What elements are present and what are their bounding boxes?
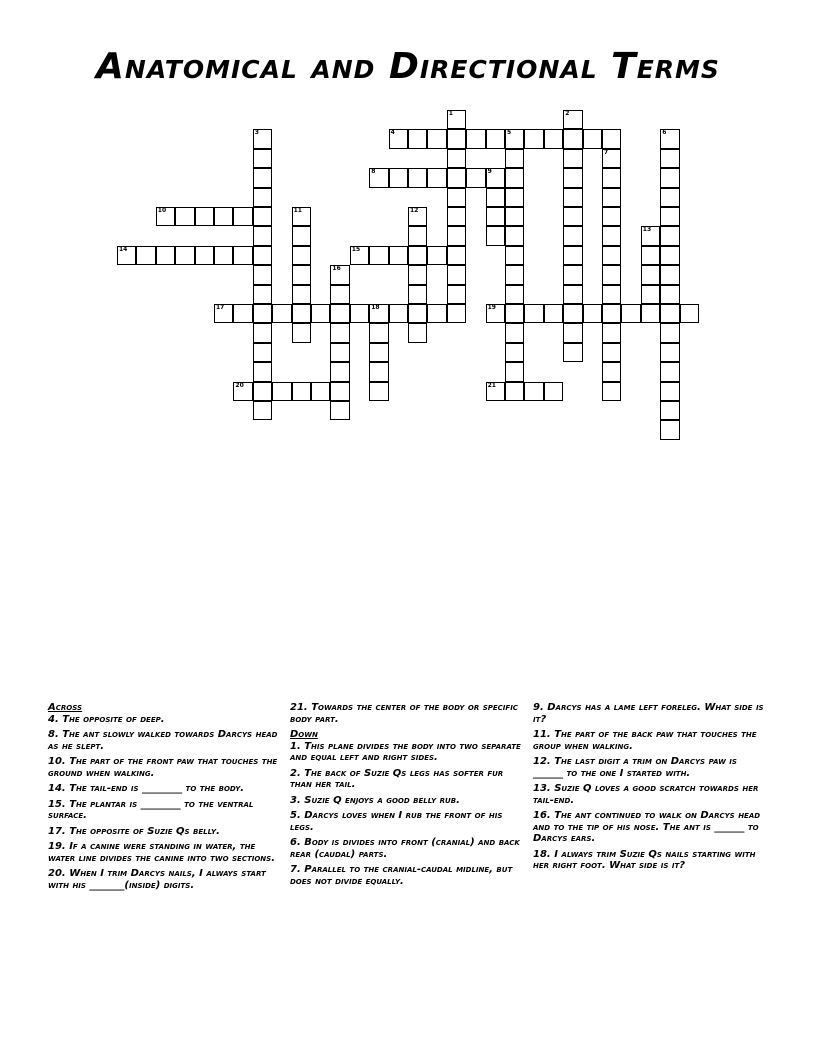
- crossword-cell[interactable]: [330, 343, 349, 362]
- crossword-cell[interactable]: [175, 246, 194, 265]
- crossword-cell[interactable]: [214, 207, 233, 226]
- crossword-cell[interactable]: [195, 207, 214, 226]
- crossword-cell[interactable]: [486, 129, 505, 148]
- crossword-cell[interactable]: [505, 265, 524, 284]
- crossword-cell[interactable]: [563, 149, 582, 168]
- crossword-cell[interactable]: [330, 362, 349, 381]
- crossword-cell[interactable]: [233, 207, 252, 226]
- crossword-cell[interactable]: [292, 207, 311, 226]
- crossword-cell[interactable]: [544, 304, 563, 323]
- crossword-grid: [0, 0, 816, 440]
- crossword-cell[interactable]: [408, 207, 427, 226]
- crossword-cell[interactable]: [447, 110, 466, 129]
- crossword-cell[interactable]: [408, 246, 427, 265]
- crossword-cell[interactable]: [583, 129, 602, 148]
- crossword-cell[interactable]: [253, 226, 272, 245]
- crossword-cell[interactable]: [389, 129, 408, 148]
- crossword-cell[interactable]: [660, 168, 679, 187]
- crossword-cell[interactable]: [369, 168, 388, 187]
- clue-number: 2: [565, 110, 570, 117]
- clue-text: 10. The part of the front paw that touches the ground when walking.: [48, 756, 278, 779]
- clue-text: 1. This plane divides the body into two separate and equal left and right sides.: [290, 740, 521, 763]
- clue-number: 20: [235, 381, 244, 389]
- crossword-cell[interactable]: [524, 129, 543, 148]
- page-title: Anatomical and Directional Terms: [96, 46, 720, 87]
- crossword-cell[interactable]: [486, 188, 505, 207]
- crossword-cell[interactable]: [563, 207, 582, 226]
- clue-text: 4. The opposite of deep.: [48, 713, 165, 725]
- clue-text: 3. Suzie Q enjoys a good belly rub.: [290, 794, 460, 806]
- clue-number: 7: [604, 148, 609, 156]
- crossword-cell[interactable]: [641, 304, 660, 323]
- clue-text: 6. Body is divides into front (cranial) and back rear (caudal) parts.: [290, 837, 520, 860]
- crossword-cell[interactable]: [447, 246, 466, 265]
- clue-text: 7. Parallel to the cranial-caudal midline, but does not divide equally.: [290, 864, 513, 887]
- crossword-cell[interactable]: [660, 401, 679, 420]
- clue-text: 9. Darcys has a lame left foreleg. What side is it?: [533, 702, 764, 725]
- crossword-cell[interactable]: [292, 304, 311, 323]
- crossword-cell[interactable]: [233, 382, 252, 401]
- crossword-cell[interactable]: [369, 246, 388, 265]
- crossword-cell[interactable]: [292, 382, 311, 401]
- crossword-cell[interactable]: [524, 382, 543, 401]
- crossword-cell[interactable]: [505, 207, 524, 226]
- crossword-cell[interactable]: [505, 382, 524, 401]
- crossword-cell[interactable]: [427, 129, 446, 148]
- crossword-cell[interactable]: [505, 362, 524, 381]
- crossword-cell[interactable]: [369, 382, 388, 401]
- crossword-cell[interactable]: [602, 168, 621, 187]
- crossword-cell[interactable]: [563, 188, 582, 207]
- crossword-cell[interactable]: [427, 246, 446, 265]
- crossword-cell[interactable]: [486, 382, 505, 401]
- clue-number: 15: [351, 245, 361, 253]
- crossword-cell[interactable]: [563, 226, 582, 245]
- crossword-cell[interactable]: [311, 304, 330, 323]
- crossword-cell[interactable]: [660, 265, 679, 284]
- clue-number: 12: [410, 207, 419, 214]
- crossword-cell[interactable]: [641, 226, 660, 245]
- crossword-cell[interactable]: [583, 304, 602, 323]
- crossword-cell[interactable]: [602, 129, 621, 148]
- clue-number: 21: [487, 381, 496, 389]
- clue-text: 2. The back of Suzie Qs legs has softer fur than her tail.: [290, 767, 504, 790]
- clue-heading: Down: [290, 729, 318, 740]
- crossword-cell[interactable]: [486, 207, 505, 226]
- crossword-cell[interactable]: [602, 265, 621, 284]
- crossword-cell[interactable]: [486, 168, 505, 187]
- crossword-cell[interactable]: [641, 265, 660, 284]
- crossword-cell[interactable]: [408, 265, 427, 284]
- crossword-cell[interactable]: [505, 304, 524, 323]
- crossword-cell[interactable]: [253, 129, 272, 148]
- clue-text: 17. The opposite of Suzie Qs belly.: [48, 825, 220, 837]
- crossword-cell[interactable]: [253, 168, 272, 187]
- crossword-cell[interactable]: [641, 246, 660, 265]
- crossword-cell[interactable]: [563, 265, 582, 284]
- crossword-cell[interactable]: [505, 149, 524, 168]
- crossword-cell[interactable]: [660, 207, 679, 226]
- clue-column-3: [533, 702, 765, 876]
- crossword-cell[interactable]: [427, 168, 446, 187]
- crossword-cell[interactable]: [292, 265, 311, 284]
- crossword-cell[interactable]: [447, 285, 466, 304]
- crossword-cell[interactable]: [330, 382, 349, 401]
- crossword-cell[interactable]: [214, 304, 233, 323]
- crossword-cell[interactable]: [505, 188, 524, 207]
- crossword-cell[interactable]: [660, 323, 679, 342]
- crossword-cell[interactable]: [330, 323, 349, 342]
- crossword-cell[interactable]: [505, 246, 524, 265]
- crossword-cell[interactable]: [369, 323, 388, 342]
- crossword-cell[interactable]: [369, 343, 388, 362]
- crossword-cell[interactable]: [408, 323, 427, 342]
- crossword-cell[interactable]: [602, 323, 621, 342]
- clue-number: 3: [254, 129, 259, 137]
- crossword-cell[interactable]: [466, 129, 485, 148]
- crossword-cell[interactable]: [602, 382, 621, 401]
- crossword-cell[interactable]: [408, 168, 427, 187]
- clue-text: 8. The ant slowly walked towards Darcys head as he slept.: [48, 729, 278, 752]
- crossword-cell[interactable]: [660, 285, 679, 304]
- crossword-cell[interactable]: [117, 246, 136, 265]
- crossword-cell[interactable]: [447, 149, 466, 168]
- crossword-cell[interactable]: [505, 168, 524, 187]
- crossword-cell[interactable]: [175, 207, 194, 226]
- crossword-cell[interactable]: [253, 343, 272, 362]
- crossword-cell[interactable]: [369, 304, 388, 323]
- crossword-cell[interactable]: [369, 362, 388, 381]
- crossword-cell[interactable]: [136, 246, 155, 265]
- crossword-cell[interactable]: [253, 401, 272, 420]
- crossword-cell[interactable]: [408, 304, 427, 323]
- clue-text: 13. Suzie Q loves a good scratch towards her tail-end.: [533, 783, 759, 806]
- crossword-cell[interactable]: [660, 226, 679, 245]
- crossword-cell[interactable]: [660, 129, 679, 148]
- crossword-cell[interactable]: [660, 188, 679, 207]
- clue-text: 18. I always trim Suzie Qs nails starting with her right foot. What side is it?: [533, 848, 756, 871]
- crossword-cell[interactable]: [233, 304, 252, 323]
- crossword-cell[interactable]: [447, 188, 466, 207]
- crossword-cell[interactable]: [660, 343, 679, 362]
- crossword-cell[interactable]: [563, 246, 582, 265]
- crossword-cell[interactable]: [602, 362, 621, 381]
- crossword-cell[interactable]: [292, 323, 311, 342]
- clue-text: 20. When I trim Darcys nails, I always start with his _______(inside) digits.: [48, 868, 266, 891]
- clue-heading: Across: [48, 702, 83, 713]
- crossword-cell[interactable]: [563, 323, 582, 342]
- crossword-cell[interactable]: [253, 285, 272, 304]
- crossword-cell[interactable]: [447, 207, 466, 226]
- clue-number: 13: [642, 226, 652, 234]
- clue-number: 11: [293, 207, 302, 214]
- crossword-cell[interactable]: [330, 285, 349, 304]
- crossword-cell[interactable]: [660, 304, 679, 323]
- clue-text: 5. Darcys loves when I rub the front of his legs.: [290, 810, 503, 833]
- crossword-cell[interactable]: [505, 323, 524, 342]
- crossword-cell[interactable]: [563, 343, 582, 362]
- crossword-cell[interactable]: [602, 226, 621, 245]
- clue-number: 1: [448, 110, 453, 117]
- clue-text: 16. The ant continued to walk on Darcys head and to the tip of his nose. The ant is ______ to Darcys ears.: [533, 810, 761, 844]
- crossword-cell[interactable]: [602, 188, 621, 207]
- crossword-cell[interactable]: [253, 188, 272, 207]
- clue-number: 4: [390, 129, 395, 137]
- clue-number: 16: [332, 265, 341, 273]
- crossword-cell[interactable]: [156, 246, 175, 265]
- crossword-cell[interactable]: [350, 304, 369, 323]
- clue-number: 14: [119, 245, 128, 253]
- crossword-cell[interactable]: [563, 285, 582, 304]
- crossword-cell[interactable]: [602, 304, 621, 323]
- crossword-cell[interactable]: [389, 168, 408, 187]
- crossword-cell[interactable]: [408, 129, 427, 148]
- clue-text: 19. If a canine were standing in water, the water line divides the canine into two sections.: [48, 841, 276, 864]
- crossword-cell[interactable]: [563, 304, 582, 323]
- crossword-cell[interactable]: [389, 304, 408, 323]
- crossword-cell[interactable]: [680, 304, 699, 323]
- crossword-cell[interactable]: [350, 246, 369, 265]
- crossword-cell[interactable]: [233, 246, 252, 265]
- crossword-cell[interactable]: [660, 420, 679, 439]
- crossword-cell[interactable]: [330, 265, 349, 284]
- clue-number: 9: [487, 168, 492, 176]
- clue-column-1: [48, 702, 280, 895]
- crossword-cell[interactable]: [272, 382, 291, 401]
- crossword-cell[interactable]: [486, 226, 505, 245]
- crossword-cell[interactable]: [505, 226, 524, 245]
- crossword-cell[interactable]: [466, 168, 485, 187]
- crossword-cell[interactable]: [195, 246, 214, 265]
- crossword-cell[interactable]: [563, 129, 582, 148]
- crossword-cell[interactable]: [447, 265, 466, 284]
- crossword-cell[interactable]: [505, 343, 524, 362]
- crossword-cell[interactable]: [602, 207, 621, 226]
- crossword-cell[interactable]: [253, 207, 272, 226]
- crossword-cell[interactable]: [253, 362, 272, 381]
- crossword-cell[interactable]: [602, 246, 621, 265]
- crossword-cell[interactable]: [292, 285, 311, 304]
- crossword-cell[interactable]: [660, 362, 679, 381]
- clue-number: 5: [507, 129, 512, 137]
- crossword-cell[interactable]: [621, 304, 640, 323]
- crossword-cell[interactable]: [505, 129, 524, 148]
- crossword-cell[interactable]: [447, 168, 466, 187]
- crossword-cell[interactable]: [272, 304, 291, 323]
- crossword-cell[interactable]: [311, 382, 330, 401]
- crossword-cell[interactable]: [447, 129, 466, 148]
- clue-text: 11. The part of the back paw that touches the group when walking.: [533, 729, 757, 752]
- crossword-cell[interactable]: [563, 168, 582, 187]
- clue-text: 12. The last digit a trim on Darcys paw is ______ to the one I started with.: [533, 756, 737, 779]
- clue-column-2: [290, 702, 522, 891]
- crossword-cell[interactable]: [544, 129, 563, 148]
- crossword-cell[interactable]: [660, 149, 679, 168]
- crossword-cell[interactable]: [389, 246, 408, 265]
- crossword-cell[interactable]: [427, 304, 446, 323]
- crossword-cell[interactable]: [253, 149, 272, 168]
- crossword-cell[interactable]: [486, 304, 505, 323]
- crossword-cell[interactable]: [660, 382, 679, 401]
- clue-number: 17: [216, 304, 225, 311]
- crossword-cell[interactable]: [544, 382, 563, 401]
- clue-number: 8: [371, 168, 376, 176]
- clue-number: 18: [371, 304, 380, 311]
- clue-text: 15. The plantar is ________ to the ventral surface.: [48, 798, 254, 821]
- crossword-cell[interactable]: [292, 226, 311, 245]
- crossword-cell[interactable]: [292, 246, 311, 265]
- clue-text: 14. The tail-end is ________ to the body.: [48, 783, 245, 794]
- crossword-cell[interactable]: [447, 226, 466, 245]
- crossword-cell[interactable]: [330, 401, 349, 420]
- crossword-cell[interactable]: [641, 285, 660, 304]
- clue-text: 21. Towards the center of the body or specific body part.: [290, 702, 518, 725]
- crossword-cell[interactable]: [408, 285, 427, 304]
- crossword-cell[interactable]: [505, 285, 524, 304]
- crossword-cell[interactable]: [330, 304, 349, 323]
- clue-number: 19: [487, 304, 496, 311]
- crossword-cell[interactable]: [447, 304, 466, 323]
- crossword-cell[interactable]: [660, 246, 679, 265]
- crossword-cell[interactable]: [253, 265, 272, 284]
- crossword-cell[interactable]: [253, 323, 272, 342]
- crossword-cell[interactable]: [253, 382, 272, 401]
- crossword-cell[interactable]: [602, 285, 621, 304]
- crossword-cell[interactable]: [253, 304, 272, 323]
- crossword-cell[interactable]: [602, 343, 621, 362]
- crossword-cell[interactable]: [253, 246, 272, 265]
- crossword-cell[interactable]: [563, 110, 582, 129]
- crossword-cell[interactable]: [156, 207, 175, 226]
- crossword-cell[interactable]: [408, 226, 427, 245]
- crossword-cell[interactable]: [602, 149, 621, 168]
- clue-number: 10: [157, 207, 167, 214]
- clue-number: 6: [662, 129, 667, 137]
- crossword-cell[interactable]: [214, 246, 233, 265]
- crossword-cell[interactable]: [524, 304, 543, 323]
